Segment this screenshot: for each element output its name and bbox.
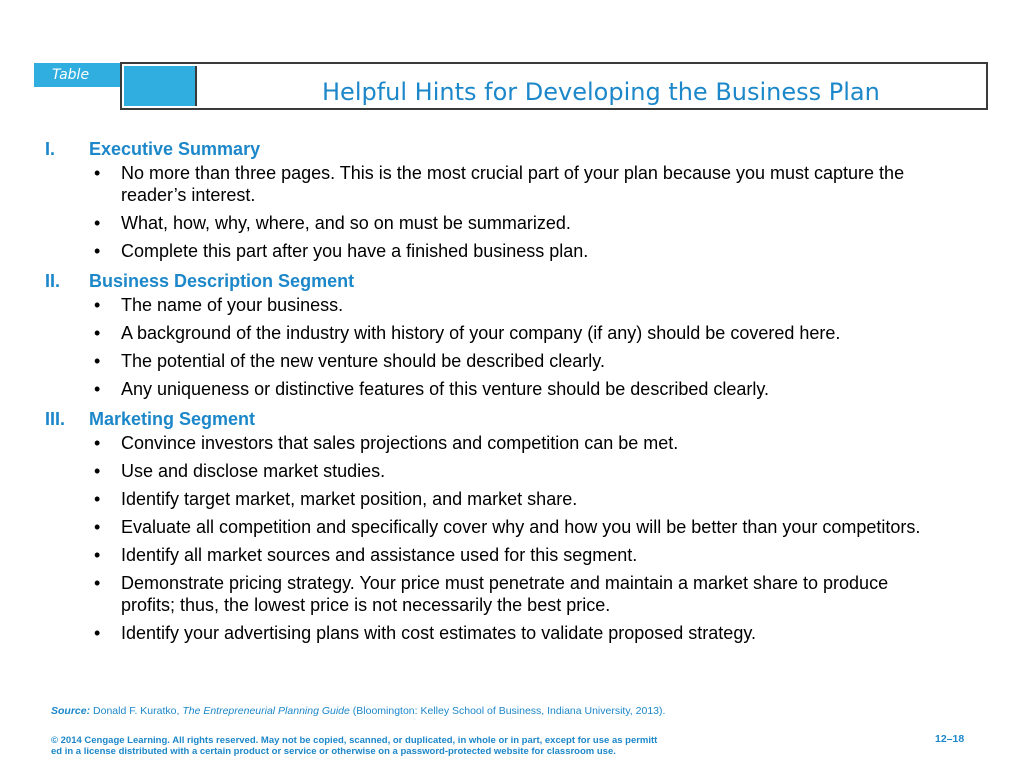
title-box-accent <box>124 66 197 106</box>
bullet-text: The name of your business. <box>121 295 344 315</box>
source-rest: (Bloomington: Kelley School of Business, Indiana University, 2013). <box>352 705 666 717</box>
section-number: I. <box>45 139 56 159</box>
bullet-dot: • <box>94 351 101 371</box>
bullet-text: Convince investors that sales projections and competition can be met. <box>121 433 679 453</box>
bullet-dot: • <box>94 517 101 537</box>
bullet-item <box>0 432 1024 454</box>
bullet-item <box>0 212 1024 234</box>
bullet-text: Any uniqueness or distinctive features of this venture should be described clearly. <box>121 379 770 399</box>
title-box <box>120 62 988 110</box>
bullet-dot: • <box>94 573 101 593</box>
bullet-text: No more than three pages. This is the most crucial part of your plan because you must capture the reader’s interest. <box>121 163 905 205</box>
bullet-item <box>0 294 1024 316</box>
section-number: II. <box>45 271 61 291</box>
bullet-dot: • <box>94 433 101 453</box>
bullet-dot: • <box>94 213 101 233</box>
bullet-item <box>0 162 1024 206</box>
bullet-text: Identify your advertising plans with cost estimates to validate proposed strategy. <box>121 623 756 643</box>
bullet-item <box>0 378 1024 400</box>
bullet-item <box>0 622 1024 644</box>
copyright-notice <box>51 735 811 757</box>
section-number: III. <box>45 409 66 429</box>
bullet-text: Demonstrate pricing strategy. Your price must penetrate and maintain a market share to produce profits; thus, the lowest price is not necessarily the best price. <box>121 573 889 615</box>
table-tab-label: Table <box>52 67 90 83</box>
bullet-item <box>0 516 1024 538</box>
table-tab <box>34 63 120 87</box>
section-title: Marketing Segment <box>89 409 256 429</box>
bullet-dot: • <box>94 545 101 565</box>
bullet-text: Complete this part after you have a finished business plan. <box>121 241 589 261</box>
copyright-line: ed in a license distributed with a certain product or service or otherwise on a password-protected website for classroom use. <box>51 746 616 757</box>
bullet-text: A background of the industry with history of your company (if any) should be covered here. <box>121 323 841 343</box>
page-number: 12–18 <box>935 733 965 745</box>
page-title: Helpful Hints for Developing the Business Plan <box>322 78 880 106</box>
bullet-item <box>0 350 1024 372</box>
section-title: Business Description Segment <box>89 271 355 291</box>
bullet-text: Evaluate all competition and specifically cover why and how you will be better than your competitors. <box>121 517 921 537</box>
bullet-dot: • <box>94 379 101 399</box>
bullet-dot: • <box>94 323 101 343</box>
bullet-dot: • <box>94 489 101 509</box>
bullet-dot: • <box>94 241 101 261</box>
bullet-text: The potential of the new venture should be described clearly. <box>121 351 605 371</box>
bullet-dot: • <box>94 295 101 315</box>
bullet-item <box>0 572 1024 616</box>
bullet-dot: • <box>94 623 101 643</box>
source-book: The Entrepreneurial Planning Guide <box>182 705 350 717</box>
section-heading <box>0 268 1024 294</box>
bullet-item <box>0 322 1024 344</box>
source-label: Source: <box>51 705 91 717</box>
section-heading <box>0 406 1024 432</box>
source-citation <box>51 705 665 717</box>
bullet-text: Identify all market sources and assistance used for this segment. <box>121 545 638 565</box>
bullet-item <box>0 544 1024 566</box>
bullet-item <box>0 460 1024 482</box>
bullet-item <box>0 240 1024 262</box>
bullet-item <box>0 488 1024 510</box>
bullet-text: Use and disclose market studies. <box>121 461 386 481</box>
bullet-text: Identify target market, market position, and market share. <box>121 489 578 509</box>
section-heading <box>0 136 1024 162</box>
bullet-dot: • <box>94 163 101 183</box>
source-author: Donald F. Kuratko, <box>93 705 180 717</box>
section-title: Executive Summary <box>89 139 261 159</box>
bullet-text: What, how, why, where, and so on must be summarized. <box>121 213 571 233</box>
bullet-dot: • <box>94 461 101 481</box>
content <box>0 136 1024 650</box>
copyright-line: © 2014 Cengage Learning. All rights reserved. May not be copied, scanned, or duplicated, in whole or in part, except for use as permitt <box>51 735 658 746</box>
